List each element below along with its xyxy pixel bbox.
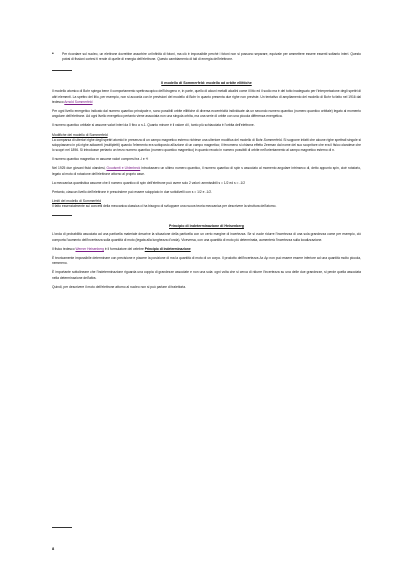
page-number: 8 bbox=[52, 546, 55, 551]
divider bbox=[52, 215, 72, 216]
paragraph: Per ogni livello energetico indicato dal numero quantico principale n, sono possibili orbite ellittiche di diversa eccentricità individuate da un secondo numero quantico (numero quantico orbitale) legato al momento angolare dell'elettrone. Ad ogni livello energetico pertanto viene associata non una singola orbita, ma una serie di orbite con una piccola differenza energetica. bbox=[52, 109, 361, 119]
divider bbox=[52, 70, 72, 71]
paragraph-text: introdussero un ultimo numero quantico, il numero quantico di spin s associato al momento angolare intrinseco di, detto appunto spin, cioè rotatorio, legato al moto di rotazione dell'elettrone attorno al proprio asse. bbox=[52, 166, 361, 176]
section-heading-heisenberg: Principio di indeterminazione di Heisenberg bbox=[169, 224, 244, 229]
link-heisenberg[interactable]: Werner Heisenberg bbox=[75, 246, 104, 251]
paragraph bbox=[52, 166, 361, 176]
paragraph: La comparsa di ulteriori righe degli spettri atomici in presenza di un campo magnetico esterno richiese una ulteriore modifica del modello di Bohr-Sommerfeld. Si suppone infatti che alcune righe spettrali singole si sdoppiassero in più righe adiacenti (multipletti) quando l'elemento era sottoposto all'azione di un campo magnetico; il fenomeno si chiama effetto Zeeman dal nome del suo scopritore che era il fisico olandese che lo scoprì nel 1896. Si introdusse pertanto un terzo numero quantico (numero quantico magnetico) in quanto recato in numero possibili di orbite nell'orientamento al campo magnetico esterno di n. bbox=[52, 137, 361, 153]
paragraph bbox=[52, 247, 361, 252]
subheading-modifiche: Modifiche del modello di Sommerfeld bbox=[52, 132, 108, 137]
paragraph-text: Il fisico tedesco bbox=[52, 246, 75, 251]
divider bbox=[52, 527, 72, 528]
paragraph-text: Il modello atomico di Bohr spiega bene il comportamento spettroscopico dell'idrogeno e, in parte, quello di alcuni metalli alcalini come il litio ed il sodio ma è del tutto inadeguato per l'interpretazione degli spettri di altri elementi. La spettro del litio, per esempio, non si accorda con le previsioni del modello di Bohr in quanto presenta due righe non previste. Un tentativo di ampliamento del modello di Bohr fu fatto nel 1916 dal tedesco bbox=[52, 89, 361, 104]
paragraph: È importante sottolineare che l'indeterminazione riguarda una coppia di grandezze associate e non una sola: ogni volta che si cerca di ridurre l'incertezza su una delle due grandezze, si perde quella associata nella determinazione dell'altra. bbox=[52, 270, 361, 280]
paragraph bbox=[52, 89, 361, 105]
bullet-item bbox=[52, 52, 361, 62]
paragraph-text: è il formulatore del celebre bbox=[104, 246, 144, 251]
link-sommerfeld[interactable]: Arnold Sommerfeld bbox=[64, 99, 93, 104]
paragraph: Il numero quantico magnetico m assume valori compresi tra -l e +l bbox=[52, 157, 149, 162]
paragraph: Il fatto essenzialmente sui concetti della meccanica classica ci ha bisogno di sviluppare una nuova teoria meccanica per descrivere la struttura dell'atomo. bbox=[52, 204, 277, 209]
principle-name: Principio di indeterminazione bbox=[144, 246, 191, 251]
paragraph: Il numero quantico orbitale si assume valori interi da 0 fino a n-1. Quanto minore è il valore di l, tanto più schiacciata è l'orbita dell'elettrone. bbox=[52, 123, 255, 128]
paragraph: Quindi, per descrivere il moto dell'elettrone attorno al nucleo non si può parlare di traiettoria. bbox=[52, 284, 187, 289]
paragraph: È teoricamente impossibile determinare con precisione e piacere la posizione di ma la quantità di moto di un corpo. Il prodotto dell'incertezza Δx Δp non può essere essere inferiore ad una quantità molto piccola, nemmeno. bbox=[52, 256, 361, 266]
paragraph: La meccanica quantistica assume che il numero quantico di spin dell'elettrone può avere solo 2 valori: ammissibili s = 1/2 ed s = -1/2 bbox=[52, 180, 246, 185]
paragraph: Pertanto, ciascun livello dell'elettrone è prescindere può essere sdoppiato in due sottolivelli con s = 1/2 e -1/2. bbox=[52, 190, 212, 195]
link-goudsmit-uhlenbeck[interactable]: Goudsmit e Uhlenbeck bbox=[106, 166, 141, 171]
bullet-dot-icon: • bbox=[52, 51, 54, 57]
paragraph: L'onda di probabilità associata ad una particella materiale descrive la situazione della particella con un certo margine di incertezza. Se si vuole ridurre l'incertezza di una sola grandezza come per esempio, ciò comporta l'aumento dell'incertezza sulla quantità di moto (legata alla lunghezza d'onda). Viceversa, con una quantità di moto più determinata, aumenterà l'incertezza sulla localizzazione. bbox=[52, 232, 361, 242]
paragraph-text: Nel 1925 due giovani fisici olandesi, bbox=[52, 166, 106, 171]
subheading-limiti: Limiti del modello di Sommerfeld bbox=[52, 199, 101, 204]
bullet-text: Per ricordare sul nucleo, un elettrone dovrebbe assorbire un'infinità di fotoni, ma ciò è impossibile perché i fotoni non si possono separare, equivale per ammettere essere essenti soltanto interi. Questo potrai di fissioni cortesi ti rende di quelle di energia dell'elettrone. Questo cambiamento di tali di energia dell'elettrone. bbox=[62, 52, 361, 62]
section-heading-sommerfeld: Il modello di Sommerfeld: modello ad orbite ellittiche bbox=[161, 81, 252, 86]
